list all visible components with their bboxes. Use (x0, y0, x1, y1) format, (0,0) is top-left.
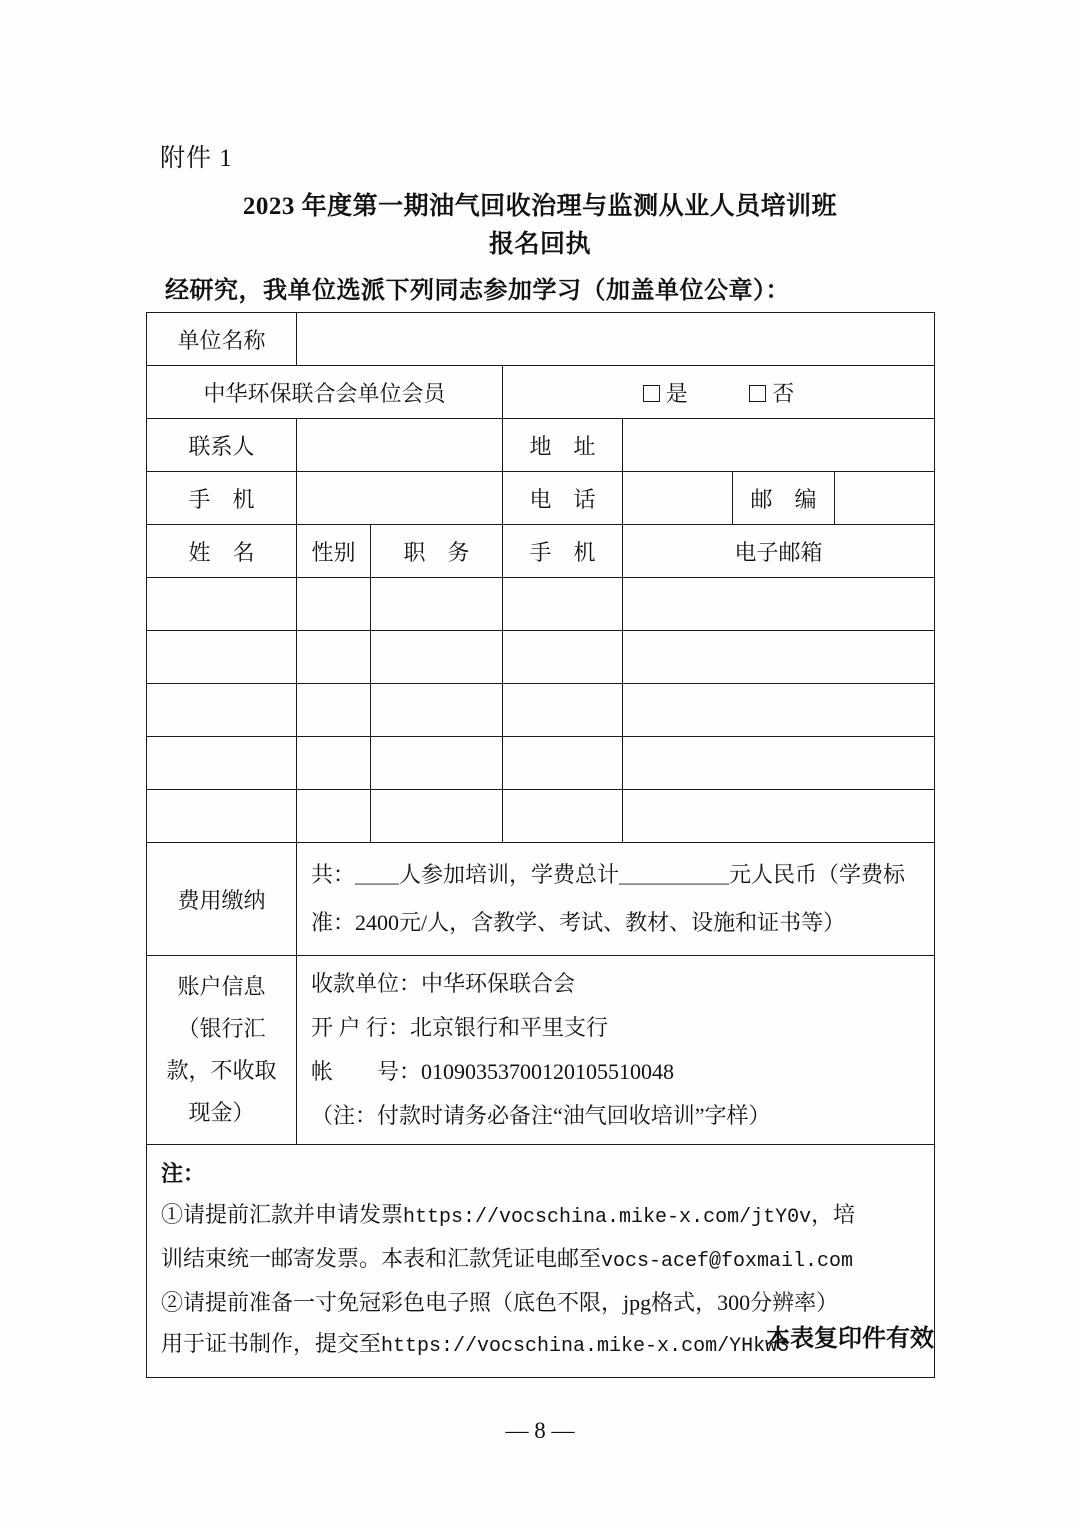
attachment-label: 附件 1 (160, 145, 233, 172)
note4-url[interactable]: https://vocschina.mike-x.com/YHkw3 (381, 1335, 790, 1358)
table-row-phone (147, 472, 935, 525)
person-header-name: 姓 名 (147, 525, 297, 578)
cell-email[interactable] (623, 578, 935, 631)
notes-title: 注： (161, 1161, 206, 1186)
title-line-1: 2023 年度第一期油气回收治理与监测从业人员培训班 (242, 193, 838, 220)
cell-name[interactable] (147, 790, 297, 843)
table-row (147, 578, 935, 631)
fee-line-1: 共：＿＿人参加培训，学费总计＿＿＿＿＿元人民币（学费标 (311, 862, 906, 887)
table-row-unit-name (147, 313, 935, 366)
cell-email[interactable] (623, 684, 935, 737)
note2-text: 训结束统一邮寄发票。本表和汇款凭证电邮至 (161, 1246, 602, 1271)
cell-gender[interactable] (297, 578, 371, 631)
note-line-1 (161, 1194, 920, 1238)
table-row-fee (147, 843, 935, 956)
fee-label: 费用缴纳 (147, 843, 297, 956)
account-label-line-3: 款，不收取 (166, 1058, 277, 1083)
account-label (147, 956, 297, 1145)
contact-label: 联系人 (147, 419, 297, 472)
cell-mobile[interactable] (503, 578, 623, 631)
note1-text-b: ，培 (811, 1202, 856, 1227)
table-header-persons (147, 525, 935, 578)
membership-yes-label: 是 (665, 380, 688, 406)
cell-name[interactable] (147, 631, 297, 684)
fee-line-2: 准：2400元/人，含教学、考试、教材、设施和证书等） (311, 910, 846, 935)
unit-name-value[interactable] (297, 313, 935, 366)
address-label: 地 址 (503, 419, 623, 472)
cell-title[interactable] (371, 737, 503, 790)
cell-name[interactable] (147, 684, 297, 737)
cell-title[interactable] (371, 790, 503, 843)
account-number: 帐 号：01090353700120105510048 (311, 1059, 675, 1084)
cell-title[interactable] (371, 578, 503, 631)
account-bank: 开 户 行：北京银行和平里支行 (311, 1015, 609, 1040)
membership-label: 中华环保联合会单位会员 (147, 366, 503, 419)
account-label-line-4: 现金） (188, 1100, 255, 1125)
cell-gender[interactable] (297, 737, 371, 790)
note-line-2 (161, 1238, 920, 1282)
note-line-3: ②请提前准备一寸免冠彩色电子照（底色不限，jpg格式，300分辨率） (161, 1290, 839, 1315)
cell-gender[interactable] (297, 684, 371, 737)
person-header-mobile: 手 机 (503, 525, 623, 578)
table-row (147, 631, 935, 684)
table-row (147, 684, 935, 737)
table-row-contact (147, 419, 935, 472)
intro-text: 经研究，我单位选派下列同志参加学习（加盖单位公章）： (165, 278, 790, 304)
person-header-email: 电子邮箱 (623, 525, 935, 578)
membership-no-label: 否 (772, 380, 795, 406)
cell-mobile[interactable] (503, 790, 623, 843)
table-row (147, 737, 935, 790)
cell-mobile[interactable] (503, 631, 623, 684)
unit-name-label: 单位名称 (147, 313, 297, 366)
note1-text-a: ①请提前汇款并申请发票 (161, 1202, 404, 1227)
contact-value[interactable] (297, 419, 503, 472)
account-details (297, 956, 935, 1145)
account-payee: 收款单位：中华环保联合会 (311, 971, 576, 996)
cell-email[interactable] (623, 737, 935, 790)
account-label-line-1: 账户信息 (177, 974, 266, 999)
cell-email[interactable] (623, 631, 935, 684)
table-row (147, 790, 935, 843)
cell-title[interactable] (371, 631, 503, 684)
mobile-value[interactable] (297, 472, 503, 525)
membership-option-no[interactable] (749, 377, 794, 408)
checkbox-icon[interactable] (643, 385, 660, 402)
checkbox-icon[interactable] (749, 385, 766, 402)
cell-mobile[interactable] (503, 684, 623, 737)
title-line-2: 报名回执 (488, 231, 591, 258)
copy-valid-note: 本表复印件有效 (766, 1326, 934, 1352)
fee-description (297, 843, 935, 956)
cell-name[interactable] (147, 578, 297, 631)
cell-mobile[interactable] (503, 737, 623, 790)
person-header-gender: 性别 (297, 525, 371, 578)
cell-name[interactable] (147, 737, 297, 790)
mobile-label: 手 机 (147, 472, 297, 525)
cell-title[interactable] (371, 684, 503, 737)
cell-gender[interactable] (297, 631, 371, 684)
person-header-title: 职 务 (371, 525, 503, 578)
page-title (145, 188, 935, 264)
table-row-account (147, 956, 935, 1145)
account-label-line-2: （银行汇 (177, 1016, 266, 1041)
membership-option-yes[interactable] (643, 377, 688, 408)
table-row-membership (147, 366, 935, 419)
account-remark: （注：付款时请务必备注“油气回收培训”字样） (311, 1103, 771, 1128)
note4-text: 用于证书制作，提交至 (161, 1331, 382, 1356)
address-value[interactable] (623, 419, 935, 472)
membership-options (503, 366, 935, 419)
cell-gender[interactable] (297, 790, 371, 843)
phone-label: 电 话 (503, 472, 623, 525)
page-number: — 8 — (505, 1418, 575, 1443)
zip-label: 邮 编 (733, 472, 835, 525)
phone-value[interactable] (623, 472, 733, 525)
note2-email[interactable]: vocs-acef@foxmail.com (601, 1250, 854, 1273)
cell-email[interactable] (623, 790, 935, 843)
registration-form-table (146, 312, 935, 1378)
zip-value[interactable] (835, 472, 935, 525)
note1-url[interactable]: https://vocschina.mike-x.com/jtY0v (403, 1206, 812, 1229)
